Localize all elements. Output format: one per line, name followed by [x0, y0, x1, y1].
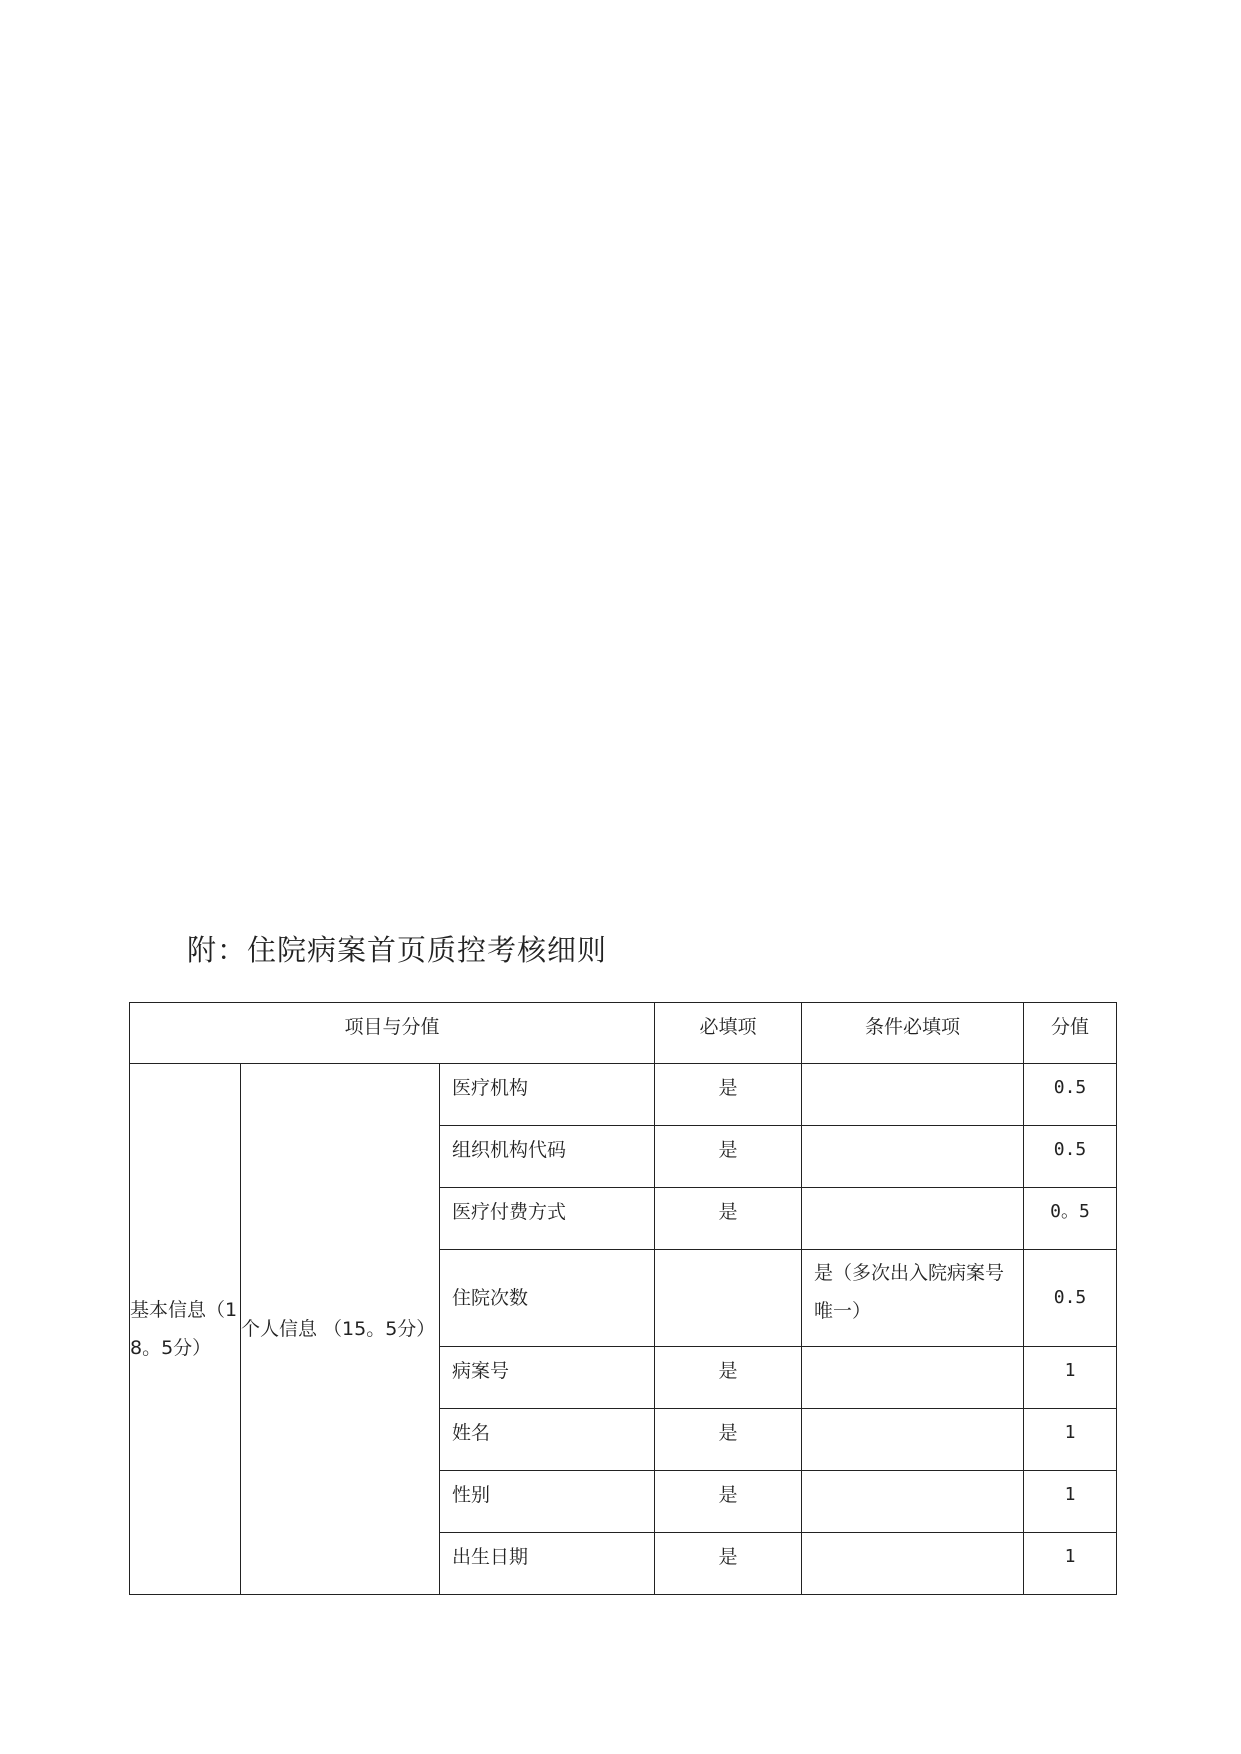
item-cell: 姓名	[440, 1409, 655, 1471]
conditional-cell	[802, 1471, 1024, 1533]
conditional-cell	[802, 1347, 1024, 1409]
score-cell: 1	[1024, 1347, 1117, 1409]
required-cell: 是	[655, 1126, 802, 1188]
item-cell: 性别	[440, 1471, 655, 1533]
required-cell: 是	[655, 1347, 802, 1409]
item-cell: 住院次数	[440, 1250, 655, 1347]
score-cell: 1	[1024, 1471, 1117, 1533]
item-cell: 医疗付费方式	[440, 1188, 655, 1250]
required-cell: 是	[655, 1533, 802, 1595]
score-cell: 1	[1024, 1409, 1117, 1471]
table-row	[130, 1064, 1117, 1126]
header-score: 分值	[1024, 1003, 1117, 1064]
conditional-cell	[802, 1064, 1024, 1126]
item-cell: 病案号	[440, 1347, 655, 1409]
required-cell: 是	[655, 1471, 802, 1533]
conditional-cell	[802, 1533, 1024, 1595]
required-cell	[655, 1250, 802, 1347]
score-cell: 0.5	[1024, 1250, 1117, 1347]
score-cell: 0.5	[1024, 1126, 1117, 1188]
required-cell: 是	[655, 1188, 802, 1250]
conditional-cell: 是（多次出入院病案号唯一）	[802, 1250, 1024, 1347]
page-title: 附：住院病案首页质控考核细则	[187, 933, 608, 967]
score-cell: 0.5	[1024, 1064, 1117, 1126]
table-header-row	[130, 1003, 1117, 1064]
item-cell: 出生日期	[440, 1533, 655, 1595]
score-cell: 1	[1024, 1533, 1117, 1595]
score-cell: 0。5	[1024, 1188, 1117, 1250]
conditional-cell	[802, 1126, 1024, 1188]
header-required: 必填项	[655, 1003, 802, 1064]
item-cell: 医疗机构	[440, 1064, 655, 1126]
conditional-cell	[802, 1409, 1024, 1471]
required-cell: 是	[655, 1409, 802, 1471]
category-cell: 基本信息（18。5分）	[130, 1064, 241, 1595]
required-cell: 是	[655, 1064, 802, 1126]
conditional-cell	[802, 1188, 1024, 1250]
header-item-and-score: 项目与分值	[130, 1003, 655, 1064]
item-cell: 组织机构代码	[440, 1126, 655, 1188]
header-conditional-required: 条件必填项	[802, 1003, 1024, 1064]
subcategory-cell: 个人信息 （15。5分）	[241, 1064, 440, 1595]
quality-assessment-table	[129, 1002, 1117, 1595]
